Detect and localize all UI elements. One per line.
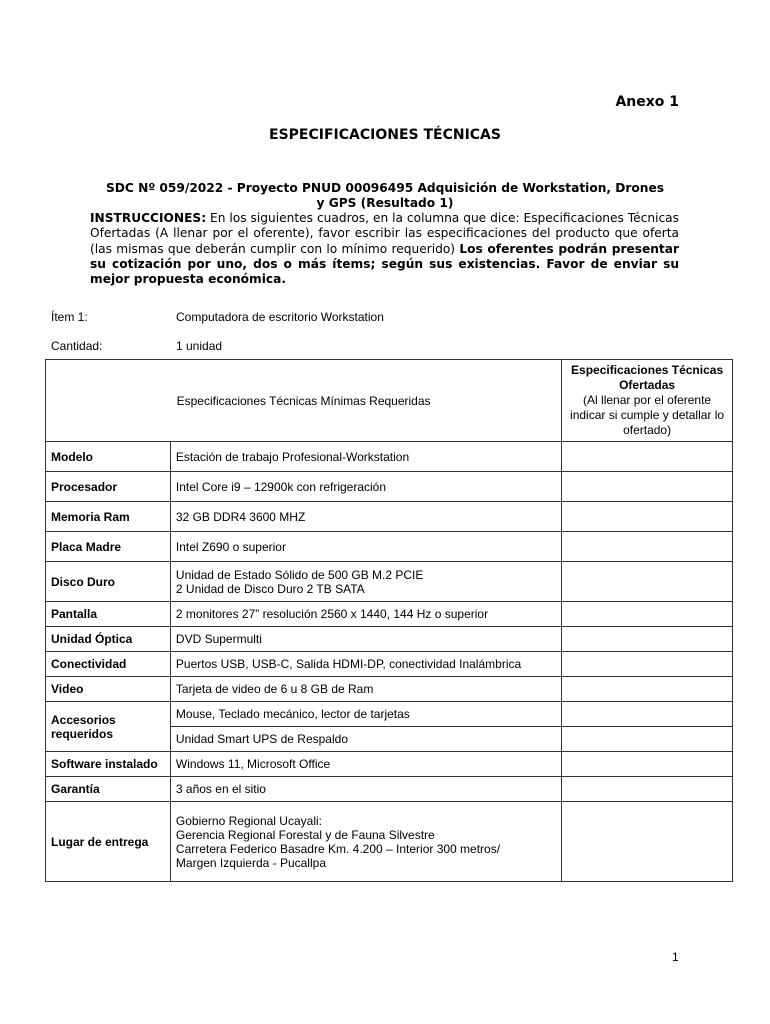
row-label-software: Software instalado bbox=[46, 752, 171, 777]
offered-cell-placa[interactable] bbox=[562, 532, 733, 562]
quantity-value: 1 unidad bbox=[176, 339, 223, 353]
offered-cell-accesorios-1[interactable] bbox=[562, 702, 733, 727]
table-header-row bbox=[46, 360, 733, 442]
row-value-pantalla: 2 monitores 27” resolución 2560 x 1440, 144 Hz o superior bbox=[170, 602, 561, 627]
offered-cell-modelo[interactable] bbox=[562, 442, 733, 472]
instructions-bold-text: Los oferentes podrán presentar su cotización por uno, dos o más ítems; según sus existencias. Favor de enviar su mejor propuesta económica. bbox=[90, 241, 679, 287]
page-number: 1 bbox=[672, 950, 679, 964]
row-label-procesador: Procesador bbox=[46, 472, 171, 502]
row-label-modelo: Modelo bbox=[46, 442, 171, 472]
table-row bbox=[46, 532, 733, 562]
offered-cell-conectividad[interactable] bbox=[562, 652, 733, 677]
row-value-software: Windows 11, Microsoft Office bbox=[170, 752, 561, 777]
header-required-specs: Especificaciones Técnicas Mínimas Requeridas bbox=[46, 360, 562, 442]
offered-cell-pantalla[interactable] bbox=[562, 602, 733, 627]
row-label-video: Video bbox=[46, 677, 171, 702]
sdc-line-1: SDC Nº 059/2022 - Proyecto PNUD 00096495 Adquisición de Workstation, Drones bbox=[106, 181, 664, 195]
table-row bbox=[46, 602, 733, 627]
row-value-disco-2: 2 Unidad de Disco Duro 2 TB SATA bbox=[175, 581, 365, 596]
sdc-line-2: y GPS (Resultado 1) bbox=[316, 196, 454, 210]
specifications-table bbox=[45, 359, 733, 882]
offered-cell-optica[interactable] bbox=[562, 627, 733, 652]
offered-cell-entrega[interactable] bbox=[562, 802, 733, 882]
table-row bbox=[46, 702, 733, 727]
row-value-entrega-4: Margen Izquierda - Pucallpa bbox=[175, 855, 326, 870]
row-value-optica: DVD Supermulti bbox=[170, 627, 561, 652]
table-row bbox=[46, 562, 733, 602]
table-row bbox=[46, 442, 733, 472]
header-offered-specs bbox=[562, 360, 733, 442]
row-label-garantia: Garantía bbox=[46, 777, 171, 802]
header-offered-title: Especificaciones Técnicas Ofertadas bbox=[571, 363, 724, 392]
table-row bbox=[46, 802, 733, 882]
instructions-text: En los siguientes cuadros, en la columna que dice: Especificaciones Técnicas Ofertadas (A llenar por el oferente), favor escribir las especificaciones del producto que oferta (las mismas que deberán cumplir con lo mínimo requerido) bbox=[90, 211, 679, 256]
table-row bbox=[46, 752, 733, 777]
offered-cell-software[interactable] bbox=[562, 752, 733, 777]
sdc-reference bbox=[90, 181, 680, 211]
row-value-disco-1: Unidad de Estado Sólido de 500 GB M.2 PCIE bbox=[175, 567, 424, 582]
offered-cell-disco[interactable] bbox=[562, 562, 733, 602]
row-value-conectividad: Puertos USB, USB-C, Salida HDMI-DP, conectividad Inalámbrica bbox=[170, 652, 561, 677]
row-value-disco bbox=[170, 562, 561, 602]
row-label-conectividad: Conectividad bbox=[46, 652, 171, 677]
item-value: Computadora de escritorio Workstation bbox=[176, 310, 384, 324]
row-value-memoria: 32 GB DDR4 3600 MHZ bbox=[170, 502, 561, 532]
table-row bbox=[46, 677, 733, 702]
row-value-entrega-1: Gobierno Regional Ucayali: bbox=[175, 813, 322, 828]
offered-cell-memoria[interactable] bbox=[562, 502, 733, 532]
offered-cell-procesador[interactable] bbox=[562, 472, 733, 502]
row-value-entrega-2: Gerencia Regional Forestal y de Fauna Silvestre bbox=[175, 827, 435, 842]
row-label-placa: Placa Madre bbox=[46, 532, 171, 562]
header-offered-note: (Al llenar por el oferente indicar si cumple y detallar lo ofertado) bbox=[570, 393, 725, 437]
row-label-memoria: Memoria Ram bbox=[46, 502, 171, 532]
row-value-modelo: Estación de trabajo Profesional-Workstation bbox=[170, 442, 561, 472]
row-value-accesorios-1: Mouse, Teclado mecánico, lector de tarjetas bbox=[170, 702, 561, 727]
offered-cell-garantia[interactable] bbox=[562, 777, 733, 802]
table-row bbox=[46, 777, 733, 802]
offered-cell-accesorios-2[interactable] bbox=[562, 727, 733, 752]
row-value-garantia: 3 años en el sitio bbox=[170, 777, 561, 802]
instructions-paragraph bbox=[90, 211, 679, 287]
row-value-procesador: Intel Core i9 – 12900k con refrigeración bbox=[170, 472, 561, 502]
annex-label: Anexo 1 bbox=[615, 94, 679, 110]
table-row bbox=[46, 472, 733, 502]
table-row bbox=[46, 652, 733, 677]
table-row bbox=[46, 502, 733, 532]
row-label-disco: Disco Duro bbox=[46, 562, 171, 602]
document-title: ESPECIFICACIONES TÉCNICAS bbox=[269, 127, 501, 143]
row-value-entrega-3: Carretera Federico Basadre Km. 4.200 – Interior 300 metros/ bbox=[175, 841, 501, 856]
row-label-accesorios bbox=[46, 702, 171, 752]
row-value-placa: Intel Z690 o superior bbox=[170, 532, 561, 562]
item-label: Ítem 1: bbox=[51, 310, 88, 324]
row-label-accesorios-1: Accesorios bbox=[51, 712, 116, 727]
row-label-pantalla: Pantalla bbox=[46, 602, 171, 627]
quantity-label: Cantidad: bbox=[51, 339, 103, 353]
offered-cell-video[interactable] bbox=[562, 677, 733, 702]
row-value-entrega bbox=[170, 802, 561, 882]
row-value-video: Tarjeta de video de 6 u 8 GB de Ram bbox=[170, 677, 561, 702]
instructions-label: INSTRUCCIONES: bbox=[90, 211, 207, 225]
row-label-entrega: Lugar de entrega bbox=[46, 802, 171, 882]
row-label-accesorios-2: requeridos bbox=[51, 726, 114, 741]
row-value-accesorios-2: Unidad Smart UPS de Respaldo bbox=[170, 727, 561, 752]
table-row bbox=[46, 627, 733, 652]
row-label-optica: Unidad Óptica bbox=[46, 627, 171, 652]
